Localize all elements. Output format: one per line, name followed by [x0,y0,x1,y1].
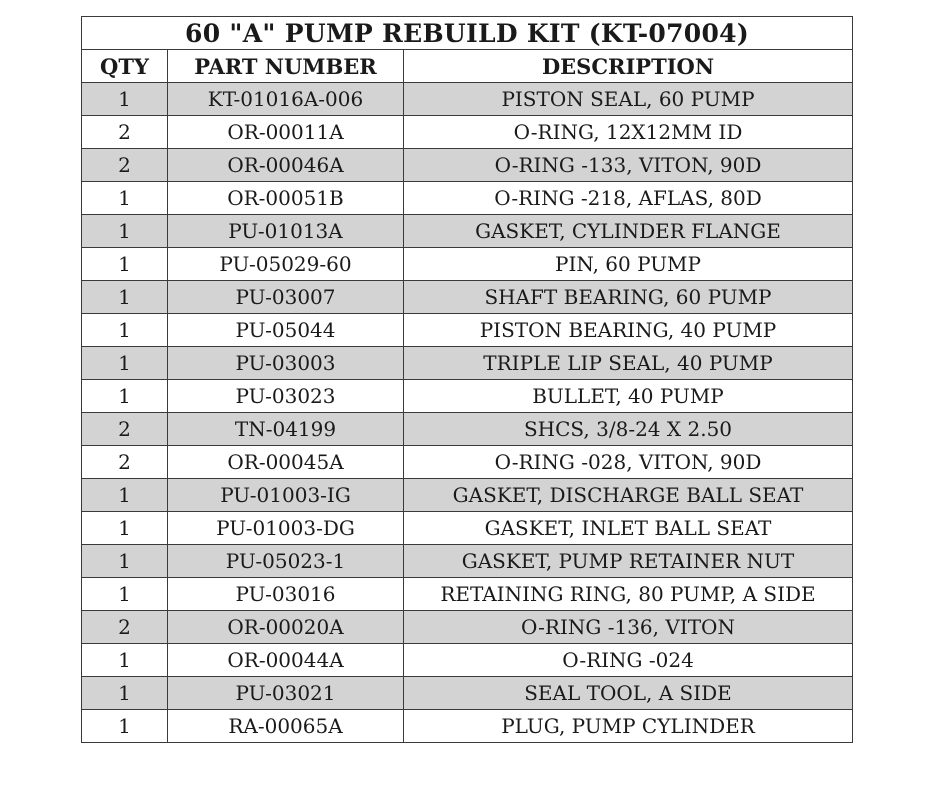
table-body [82,83,853,743]
qty-cell: 1 [82,314,168,347]
part-number-cell: TN-04199 [168,413,404,446]
qty-cell: 1 [82,644,168,677]
qty-cell: 1 [82,380,168,413]
part-number-cell: PU-01003-IG [168,479,404,512]
table-row [82,149,853,182]
qty-cell: 1 [82,281,168,314]
parts-table [81,16,853,743]
description-cell: GASKET, DISCHARGE BALL SEAT [404,479,853,512]
table-row [82,446,853,479]
description-cell: SHAFT BEARING, 60 PUMP [404,281,853,314]
qty-cell: 2 [82,446,168,479]
table-row [82,710,853,743]
part-number-cell: OR-00020A [168,611,404,644]
description-cell: PLUG, PUMP CYLINDER [404,710,853,743]
table-row [82,545,853,578]
table-row [82,611,853,644]
description-cell: PISTON BEARING, 40 PUMP [404,314,853,347]
qty-cell: 1 [82,512,168,545]
part-number-cell: PU-03023 [168,380,404,413]
part-number-cell: OR-00045A [168,446,404,479]
part-number-cell: OR-00046A [168,149,404,182]
part-number-cell: PU-05029-60 [168,248,404,281]
qty-cell: 1 [82,83,168,116]
table-title-row [82,17,853,50]
description-cell: GASKET, PUMP RETAINER NUT [404,545,853,578]
description-cell: TRIPLE LIP SEAL, 40 PUMP [404,347,853,380]
table-row [82,281,853,314]
column-header-row [82,50,853,83]
qty-cell: 1 [82,578,168,611]
qty-cell: 2 [82,413,168,446]
part-number-cell: PU-03007 [168,281,404,314]
part-number-cell: PU-01013A [168,215,404,248]
description-cell: O-RING -136, VITON [404,611,853,644]
qty-cell: 1 [82,545,168,578]
qty-cell: 2 [82,611,168,644]
part-number-cell: PU-05044 [168,314,404,347]
table-row [82,512,853,545]
qty-cell: 1 [82,710,168,743]
part-number-cell: OR-00011A [168,116,404,149]
part-number-cell: PU-01003-DG [168,512,404,545]
description-cell: PISTON SEAL, 60 PUMP [404,83,853,116]
table-row [82,83,853,116]
description-cell: RETAINING RING, 80 PUMP, A SIDE [404,578,853,611]
table-row [82,413,853,446]
part-number-cell: PU-05023-1 [168,545,404,578]
column-header-description: DESCRIPTION [404,50,853,83]
qty-cell: 1 [82,182,168,215]
table-row [82,644,853,677]
table-row [82,182,853,215]
table-row [82,677,853,710]
column-header-part-number: PART NUMBER [168,50,404,83]
qty-cell: 1 [82,248,168,281]
description-cell: O-RING, 12X12MM ID [404,116,853,149]
description-cell: GASKET, INLET BALL SEAT [404,512,853,545]
table-row [82,116,853,149]
qty-cell: 2 [82,149,168,182]
description-cell: SHCS, 3/8-24 X 2.50 [404,413,853,446]
table-row [82,314,853,347]
description-cell: O-RING -028, VITON, 90D [404,446,853,479]
description-cell: BULLET, 40 PUMP [404,380,853,413]
part-number-cell: PU-03016 [168,578,404,611]
description-cell: O-RING -024 [404,644,853,677]
table-row [82,347,853,380]
description-cell: O-RING -133, VITON, 90D [404,149,853,182]
table-row [82,215,853,248]
qty-cell: 1 [82,479,168,512]
part-number-cell: PU-03021 [168,677,404,710]
part-number-cell: OR-00051B [168,182,404,215]
part-number-cell: PU-03003 [168,347,404,380]
qty-cell: 2 [82,116,168,149]
description-cell: SEAL TOOL, A SIDE [404,677,853,710]
table-row [82,479,853,512]
column-header-qty: QTY [82,50,168,83]
table-row [82,380,853,413]
table-row [82,248,853,281]
qty-cell: 1 [82,347,168,380]
table-title: 60 "A" PUMP REBUILD KIT (KT-07004) [82,17,853,50]
description-cell: GASKET, CYLINDER FLANGE [404,215,853,248]
description-cell: PIN, 60 PUMP [404,248,853,281]
part-number-cell: KT-01016A-006 [168,83,404,116]
description-cell: O-RING -218, AFLAS, 80D [404,182,853,215]
qty-cell: 1 [82,677,168,710]
qty-cell: 1 [82,215,168,248]
table-row [82,578,853,611]
part-number-cell: OR-00044A [168,644,404,677]
part-number-cell: RA-00065A [168,710,404,743]
